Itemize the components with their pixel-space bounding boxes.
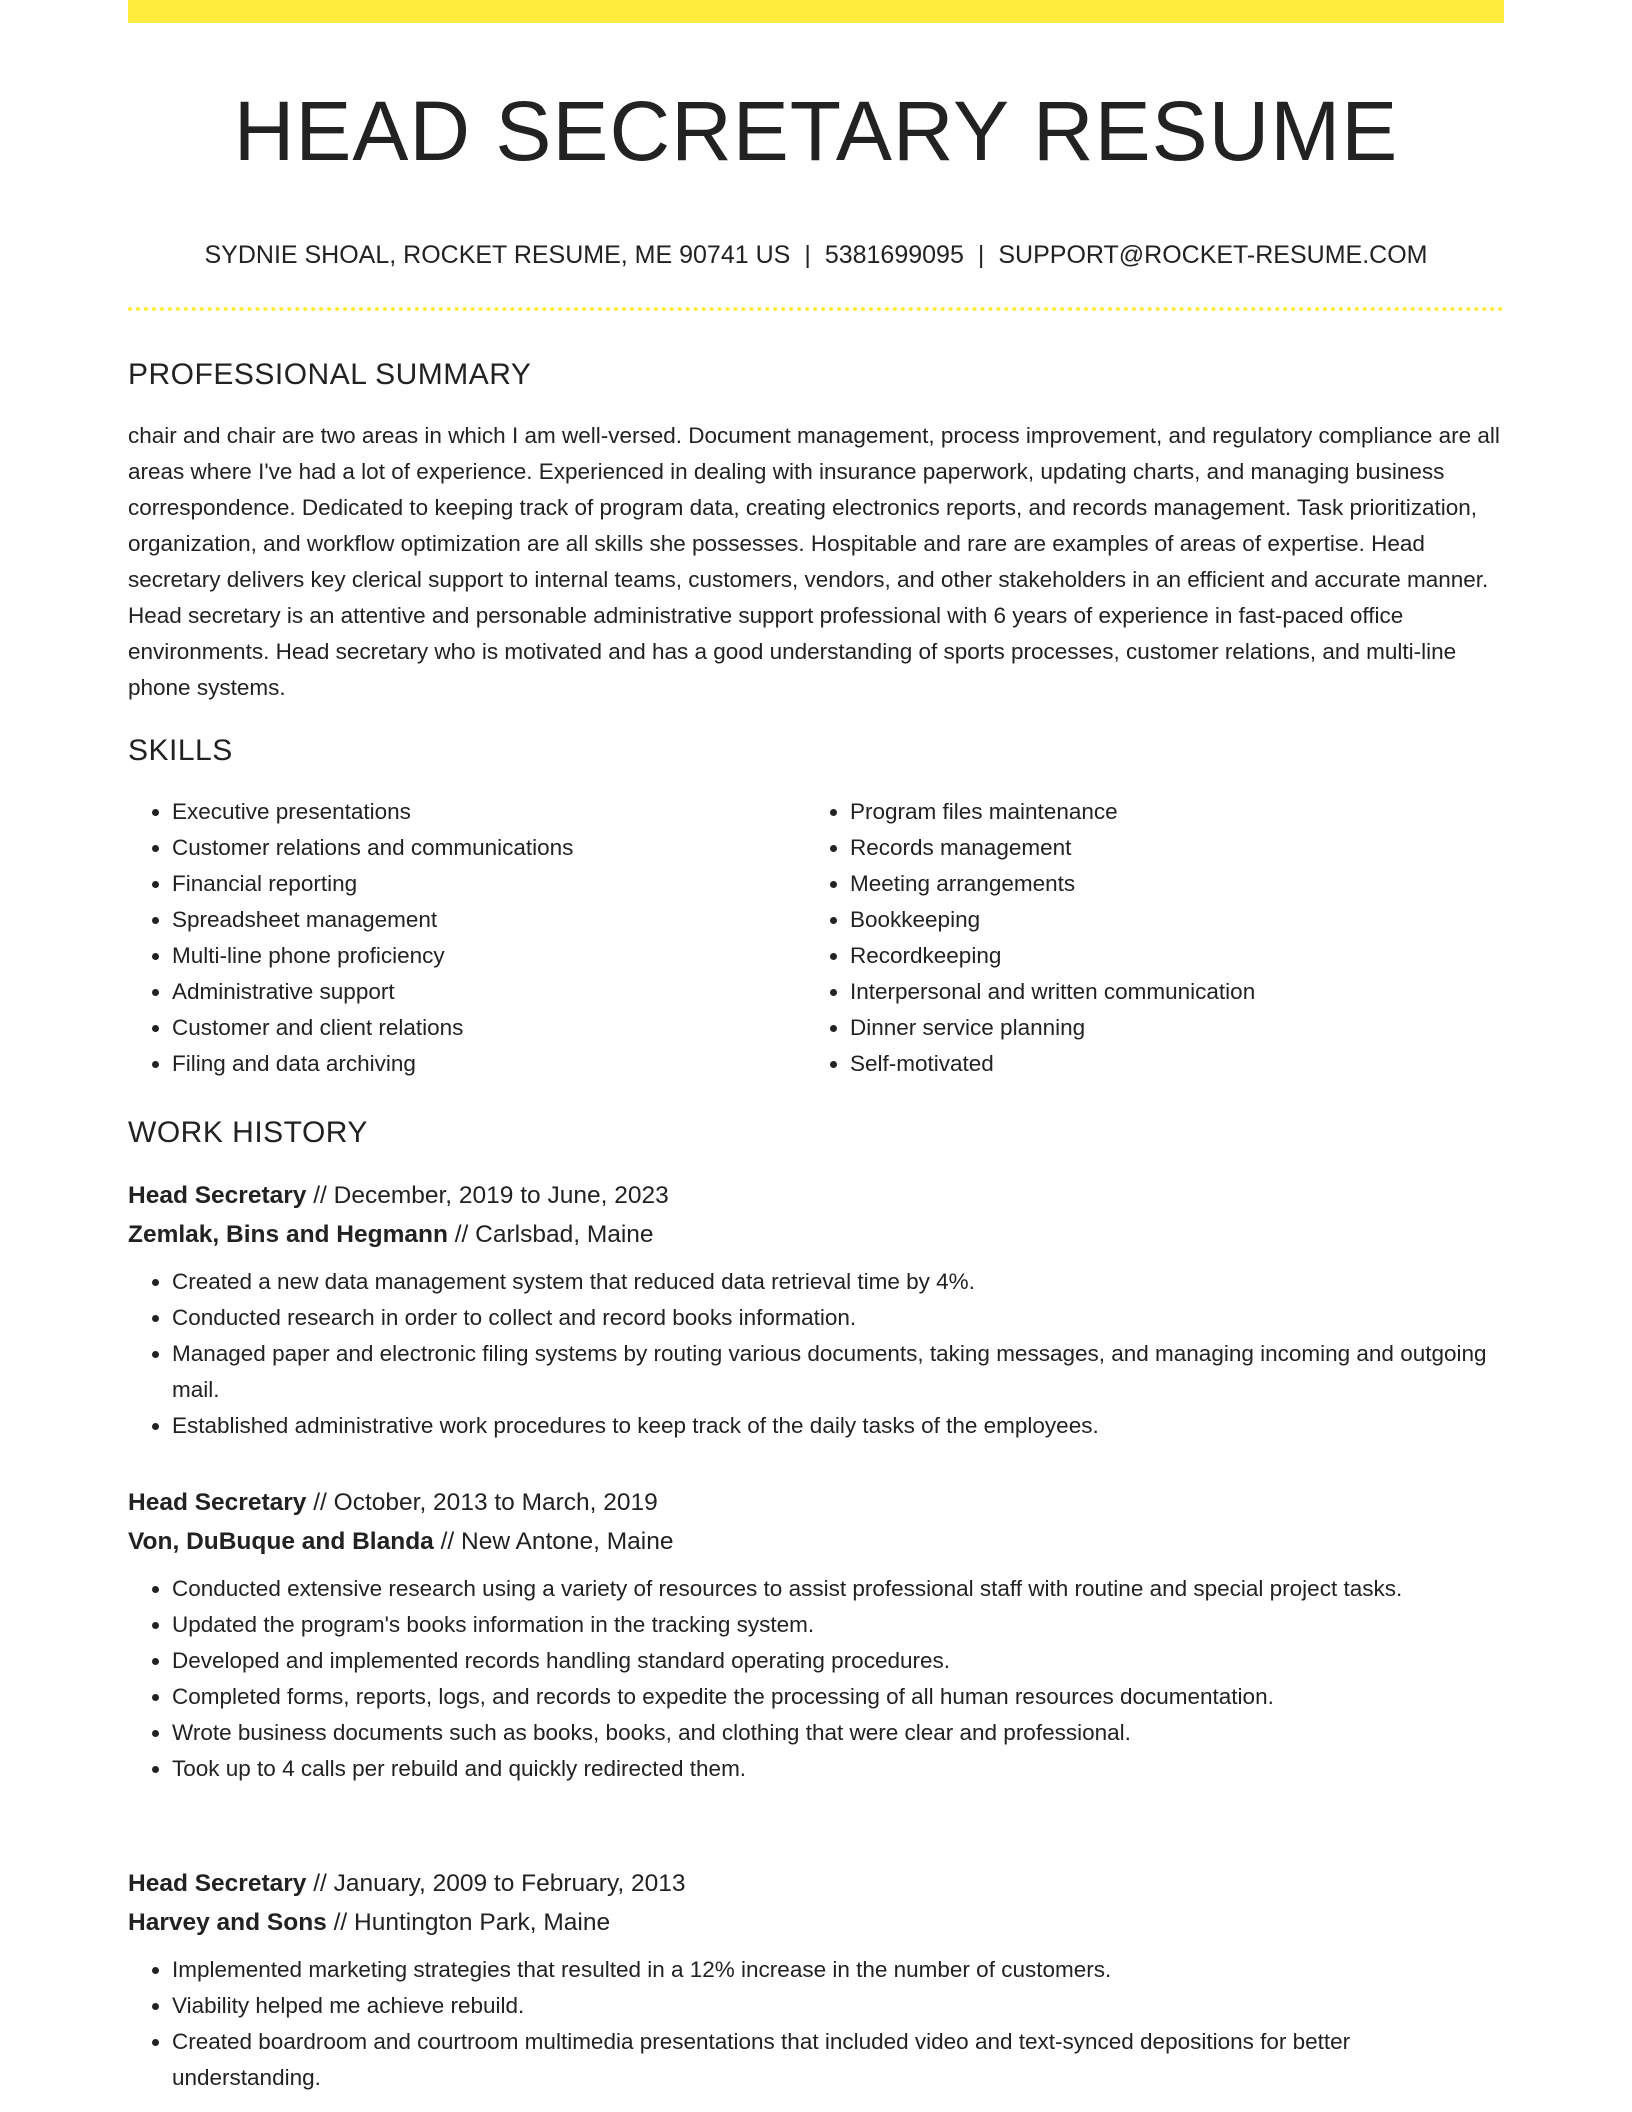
summary-heading: PROFESSIONAL SUMMARY — [128, 358, 532, 391]
job-bullet: • Conducted research in order to collect and record books information. — [172, 1300, 1504, 1336]
dotted-divider — [128, 307, 1504, 311]
job-company-line — [128, 1215, 1504, 1254]
job-bullet: • Conducted extensive research using a variety of resources to assist professional staff with routine and special project tasks. — [172, 1571, 1504, 1607]
job-title: Head Secretary — [128, 1182, 307, 1209]
job-bullet: • Created a new data management system that reduced data retrieval time by 4%. — [172, 1264, 1504, 1300]
resume-title: HEAD SECRETARY RESUME — [233, 84, 1399, 178]
skills-list-right — [806, 794, 1490, 1082]
job-entry — [128, 1176, 1504, 1444]
job-bullet: • Established administrative work procedures to keep track of the daily tasks of the employees. — [172, 1408, 1504, 1444]
job-bullets — [128, 1264, 1504, 1444]
skill-item: • Multi-line phone proficiency — [172, 938, 812, 974]
job-dates: // January, 2009 to February, 2013 — [306, 1870, 686, 1897]
job-location: // New Antone, Maine — [433, 1528, 674, 1555]
job-bullet: • Created boardroom and courtroom multimedia presentations that included video and text-synced depositions for better understanding. — [172, 2024, 1504, 2096]
job-company: Von, DuBuque and Blanda — [128, 1528, 434, 1555]
job-title-line — [128, 1483, 1504, 1522]
job-company-line — [128, 1522, 1504, 1561]
contact-separator: | — [804, 241, 811, 269]
job-location: // Huntington Park, Maine — [326, 1909, 611, 1936]
skill-item: • Program files maintenance — [850, 794, 1490, 830]
job-bullet: • Developed and implemented records handling standard operating procedures. — [172, 1643, 1504, 1679]
skill-item: • Spreadsheet management — [172, 902, 812, 938]
job-entry — [128, 1483, 1504, 1787]
job-company: Harvey and Sons — [128, 1909, 327, 1936]
contact-email: SUPPORT@ROCKET-RESUME.COM — [998, 241, 1428, 269]
job-bullet: • Viability helped me achieve rebuild. — [172, 1988, 1504, 2024]
job-bullets — [128, 1571, 1504, 1787]
job-dates: // October, 2013 to March, 2019 — [306, 1489, 658, 1516]
job-title-line — [128, 1176, 1504, 1215]
skills-heading: SKILLS — [128, 734, 233, 767]
skill-item: • Executive presentations — [172, 794, 812, 830]
skill-item: • Self-motivated — [850, 1046, 1490, 1082]
job-dates: // December, 2019 to June, 2023 — [306, 1182, 669, 1209]
top-accent-bar — [128, 0, 1504, 23]
contact-phone: 5381699095 — [824, 241, 964, 269]
job-bullets — [128, 1952, 1504, 2096]
summary-text: chair and chair are two areas in which I am well-versed. Document management, process improvement, and regulatory compliance are all areas where I've had a lot of experience. Experienced in dealing with insurance paperwork, updating charts, and managing business correspondence. Dedicated to keeping track of program data, creating electronics reports, and records management. Task prioritization, organization, and workflow optimization are all skills she possesses. Hospitable and rare are examples of areas of expertise. Head secretary delivers key clerical support to internal teams, customers, vendors, and other stakeholders in an efficient and accurate manner. Head secretary is an attentive and personable administrative support professional with 6 years of experience in fast-paced office environments. Head secretary who is motivated and has a good understanding of sports processes, customer relations, and multi-line phone systems. — [128, 423, 1500, 700]
skill-item: • Interpersonal and written communication — [850, 974, 1490, 1010]
job-title: Head Secretary — [128, 1870, 307, 1897]
skill-item: • Financial reporting — [172, 866, 812, 902]
job-bullet: • Took up to 4 calls per rebuild and quickly redirected them. — [172, 1751, 1504, 1787]
skill-item: • Meeting arrangements — [850, 866, 1490, 902]
job-entry — [128, 1864, 1504, 2096]
skill-item: • Customer and client relations — [172, 1010, 812, 1046]
job-bullet: • Updated the program's books information in the tracking system. — [172, 1607, 1504, 1643]
job-bullet: • Wrote business documents such as books, books, and clothing that were clear and professional. — [172, 1715, 1504, 1751]
job-company-line — [128, 1903, 1504, 1942]
skill-item: • Dinner service planning — [850, 1010, 1490, 1046]
skills-list-left — [128, 794, 812, 1082]
job-bullet: • Completed forms, reports, logs, and records to expedite the processing of all human resources documentation. — [172, 1679, 1504, 1715]
skill-item: • Bookkeeping — [850, 902, 1490, 938]
job-title-line — [128, 1864, 1504, 1903]
contact-separator: | — [977, 241, 985, 269]
job-company: Zemlak, Bins and Hegmann — [128, 1221, 448, 1248]
skill-item: • Customer relations and communications — [172, 830, 812, 866]
skill-item: • Administrative support — [172, 974, 812, 1010]
job-location: // Carlsbad, Maine — [447, 1221, 654, 1248]
job-bullet: • Managed paper and electronic filing systems by routing various documents, taking messages, and managing incoming and outgoing mail. — [172, 1336, 1504, 1408]
job-bullet: • Implemented marketing strategies that resulted in a 12% increase in the number of customers. — [172, 1952, 1504, 1988]
work-history-heading: WORK HISTORY — [128, 1116, 368, 1149]
skill-item: • Filing and data archiving — [172, 1046, 812, 1082]
skill-item: • Recordkeeping — [850, 938, 1490, 974]
contact-line — [128, 236, 1504, 274]
skill-item: • Records management — [850, 830, 1490, 866]
job-title: Head Secretary — [128, 1489, 307, 1516]
contact-address: SYDNIE SHOAL, ROCKET RESUME, ME 90741 US — [204, 241, 791, 269]
